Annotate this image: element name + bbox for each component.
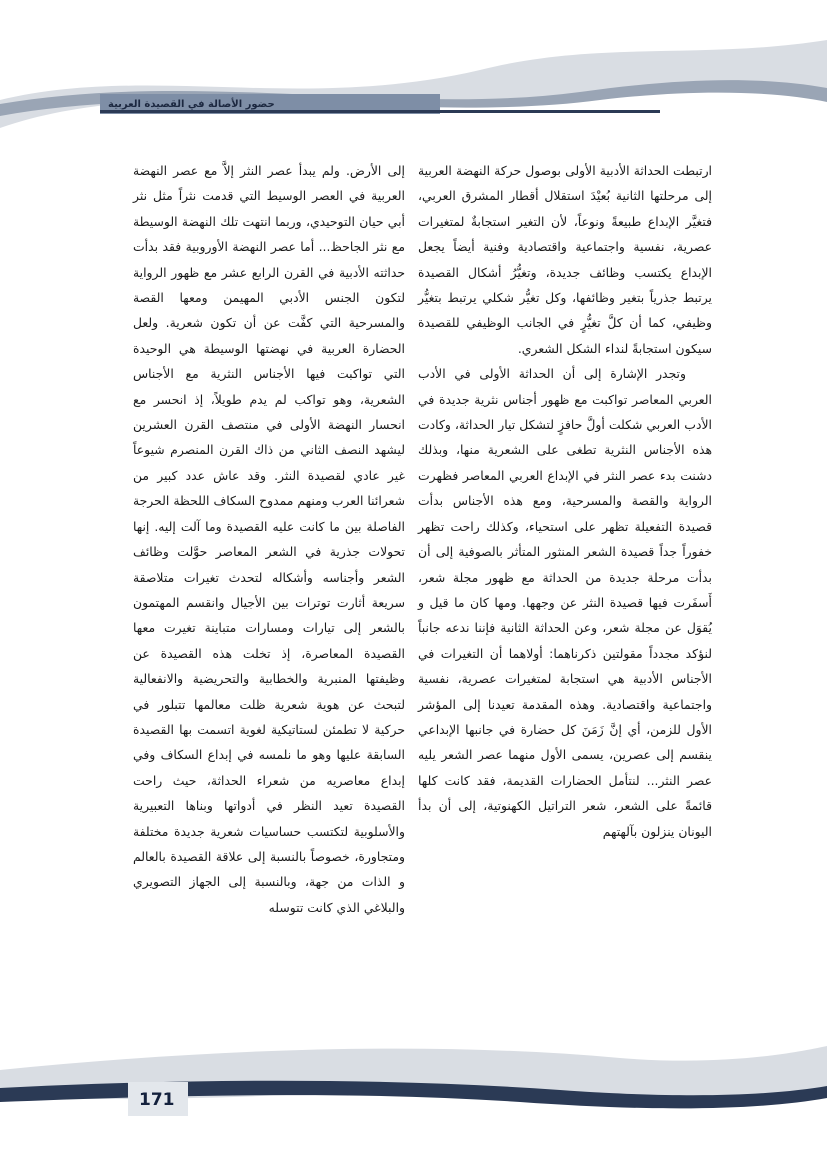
paragraph: إلى الأرض. ولم يبدأ عصر النثر إلاَّ مع عصر النهضة العربية في العصر الوسيط التي قدمت نثراً مثل نثر أبي حيان التوحيدي، وربما انتهت تلك النهضة الوسيطة مع نثر الجاحظ... أما عصر النهضة الأوروبية فقد بدأت حداثته الأدبية في القرن الرابع عشر مع ظهور الرواية لتكون الجنس الأدبي المهيمن ومعها القصة والمسرحية التي كفَّت عن أن تكون شعرية. ولعل الحضارة العربية في نهضتها الوسيطة هي الوحيدة التي تواكبت فيها الأجناس النثرية مع الأجناس الشعرية، وهو تواكب لم يدم طويلاً، إذ انحسر مع انحسار النهضة الأولى في منتصف القرن العشرين ليشهد النصف الثاني من ذاك القرن المنصرم شيوعاً غير عادي لقصيدة النثر. وقد عاش عدد كبير من شعرائنا العرب ومنهم ممدوح السكاف اللحظة الحرجة الفاصلة بين ما كانت عليه القصيدة وما آلت إليه. إنها تحولات جذرية في الشعر المعاصر حوَّلت وظائف الشعر وأجناسه وأشكاله لتحدث تغيرات متلاصقة سريعة أثارت توترات بين الأجيال وانقسم المهتمون بالشعر إلى تيارات ومسارات متباينة تغيرت معها القصيدة المعاصرة، إذ تخلت هذه القصيدة عن وظيفتها المنبرية والخطابية والتحريضية والانفعالية لتبحث عن هوية شعرية ظلت معالمها تتبلور في حركية لا تطمئن لستاتيكية لغوية اتسمت بها القصيدة السابقة عليها وهو ما نلمسه في إبداع السكاف وفي إبداع معاصريه من شعراء الحداثة، حيث راحت القصيدة تعيد النظر في أدواتها وبناها التعبيرية والأسلوبية لتكتسب حساسيات شعرية جديدة مختلفة ومتجاورة، خصوصاً بالنسبة إلى علاقة القصيدة بالعالم و الذات من جهة، وبالنسبة إلى الجهاز التصويري والبلاغي الذي كانت تتوسله — [133, 163, 405, 915]
header-decoration — [0, 0, 827, 140]
paragraph: ارتبطت الحداثة الأدبية الأولى بوصول حركة النهضة العربية إلى مرحلتها الثانية بُعيْدَ استقلال أقطار المشرق العربي، فتغيَّر الإبداع طبيعةً ونوعاً، لأن التغير استجابةٌ لمتغيرات عصرية، نفسية واجتماعية واقتصادية وفنية أيضاً يجعل الإبداع يكتسب وظائف جديدة، وتغيُّرُ أشكال القصيدة يرتبط جذرياً بتغير وظائفها، وكل تغيُّر شكلي يرتبط بتغيُّر وظيفي، كما أن كلَّ تغيُّرٍ في الجانب الوظيفي للقصيدة سيكون استجابةً لنداء الشكل الشعري. — [418, 163, 712, 356]
paragraph: وتجدر الإشارة إلى أن الحداثة الأولى في الأدب العربي المعاصر تواكبت مع ظهور أجناس نثرية جديدة في الأدب العربي شكلت أولَّ حافزٍ لتشكل تيار الحداثة، وكادت هذه الأجناس النثرية تطغى على الشعرية منها، وبذلك دشنت بدء عصر النثر في الإبداع العربي المعاصر فظهرت الرواية والقصة والمسرحية، ومع هذه الأجناس بدأت قصيدة التفعيلة تظهر على استحياء، وكذلك راحت تظهر خفوراً جداً قصيدة الشعر المنثور المتأثر بالصوفية إلى أن بدأت مرحلة جديدة من الحداثة مع ظهور مجلة شعر، أَسفَرت فيها قصيدة النثر عن وجهها. ومها كان ما قيل و يُقوَل عن مجلة شعر، وعن الحداثة الثانية فإننا ندعه جانباً لنؤكد مجدداً مقولتين ذكرناهما: أولاهما أن التغيرات في الأجناس الأدبية هي استجابة لمتغيرات عصرية، نفسية واجتماعية واقتصادية. وهذه المقدمة تعيدنا إلى المؤشر الأول للزمن، أي إنَّ زَمَنَ كل حضارة في جانبها الإبداعي ينقسم إلى عصرين، يسمى الأول منهما عصر الشعر يليه عصر النثر... لنتأمل الحضارات القديمة، فقد كانت كلها قائمةً على الشعر، شعر التراتيل الكهنوتية، إلى أن بدأ اليونان ينزلون بآلهتهم — [418, 366, 712, 839]
text-column-left — [133, 158, 405, 920]
running-head: حضور الأصالة في القصيدة العربية — [108, 99, 275, 110]
page-number: 171 — [139, 1090, 175, 1110]
footer-decoration — [0, 1040, 827, 1170]
header-title-bar-accent — [100, 110, 660, 113]
text-column-right — [418, 158, 712, 844]
